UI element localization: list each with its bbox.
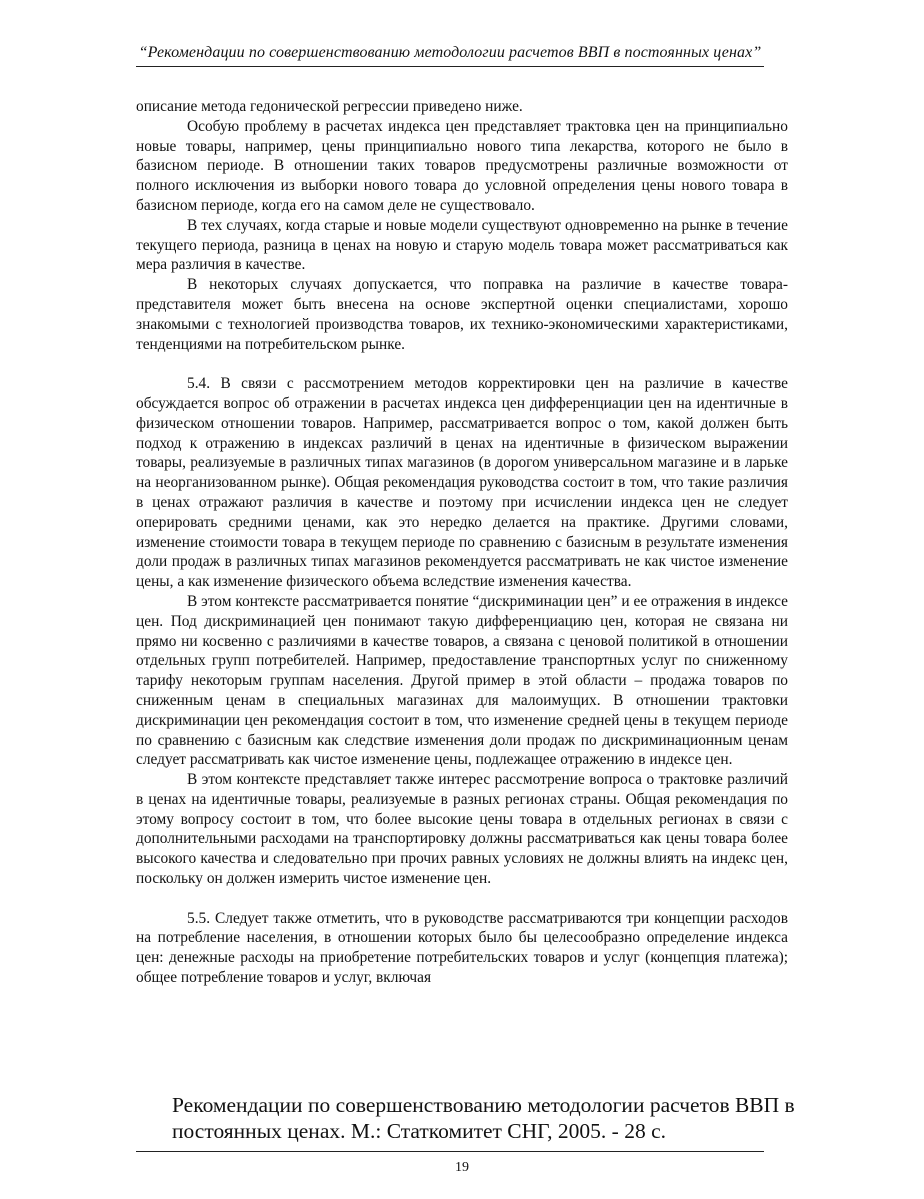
paragraph: 5.5. Следует также отметить, что в руководстве рассматриваются три концепции расходов на потребление населения, в отношении которых было бы целесообразно определение индекса цен: денежные расходы на приобретение потребительских товаров и услуг (концепция платежа); общее потребление товаров и услуг, включая bbox=[136, 909, 788, 987]
paragraph: В этом контексте рассматривается понятие “дискриминации цен” и ее отражения в индексе цен. Под дискриминацией цен понимают такую дифференциацию цен, которая не связана ни прямо ни косвенно с различиями в качестве товаров, а связана с ценовой политикой в отношении отдельных групп потребителей. Например, предоставление транспортных услуг по сниженному тарифу некоторым группам населения. Другой пример в этой области – продажа товаров по сниженным ценам в специальных магазинах для малоимущих. В отношении трактовки дискриминации цен рекомендация состоит в том, что изменение средней цены в текущем периоде по сравнению с базисным как следствие изменения доли продаж по дискриминационным ценам следует рассматривать как чистое изменение цены, подлежащее отражению в индексе цен. bbox=[136, 592, 788, 769]
paragraph: Особую проблему в расчетах индекса цен представляет трактовка цен на принципиально новые товары, например, цены принципиально нового типа лекарства, которого не было в базисном периоде. В отношении таких товаров предусмотрены различные возможности от полного исключения из выборки нового товара до условной определения цены нового товара в базисном периоде, когда его на самом деле не существовало. bbox=[136, 117, 788, 214]
paragraph-spacer bbox=[136, 889, 788, 909]
paragraph-spacer bbox=[136, 354, 788, 374]
running-header: “Рекомендации по совершенствованию методологии расчетов ВВП в постоянных ценах” bbox=[138, 44, 762, 61]
paragraph: В этом контексте представляет также интерес рассмотрение вопроса о трактовке различий в ценах на идентичные товары, реализуемые в разных регионах страны. Общая рекомендация по этому вопросу состоит в том, что более высокие цены товара в отдельных регионах в связи с дополнительными расходами на транспортировку должны рассматриваться как цены товара более высокого качества и следовательно при прочих равных условиях не должны влиять на индекс цен, поскольку он должен измерить чистое изменение цен. bbox=[136, 771, 788, 888]
paragraph: В некоторых случаях допускается, что поправка на различие в качестве товара-представителя может быть внесена на основе экспертной оценки специалистами, хорошо знакомыми с технологией производства товаров, их технико-экономическими характеристиками, тенденциями на потребительском рынке. bbox=[136, 276, 788, 353]
paragraph: В тех случаях, когда старые и новые модели существуют одновременно на рынке в течение текущего периода, разница в ценах на новую и старую модель товара может рассматриваться как мера различия в качестве. bbox=[136, 216, 788, 274]
page-number: 19 bbox=[455, 1160, 469, 1175]
paragraph: 5.4. В связи с рассмотрением методов корректировки цен на различие в качестве обсуждается вопрос об отражении в расчетах индекса цен дифференциации цен на идентичные в физическом отношении товаров. Например, рассматривается вопрос о том, какой должен быть подход к отражению в индексах различий в ценах на идентичные в физическом выражении товары, реализуемые в различных типах магазинов (в дорогом универсальном магазине и в ларьке на неорганизованном рынке). Общая рекомендация руководства состоит в том, что такие различия в ценах отражают различия в качестве и поэтому при исчислении индекса цен не следует оперировать средними ценами, как это нередко делается на практике. Другими словами, изменение стоимости товара в текущем периоде по сравнению с базисным в результате изменения доли продаж в различных типах магазинов рекомендуется рассматривать не как чистое изменение цены, а как изменение физического объема вследствие изменения качества. bbox=[136, 375, 788, 591]
body-text bbox=[136, 97, 788, 988]
paragraph: описание метода гедонической регрессии приведено ниже. bbox=[136, 98, 523, 115]
footnote: Рекомендации по совершенствованию методологии расчетов ВВП в постоянных ценах. М.: Статкомитет СНГ, 2005. - 28 с. bbox=[172, 1093, 795, 1143]
footer-divider bbox=[136, 1151, 764, 1152]
header-divider bbox=[136, 66, 764, 67]
